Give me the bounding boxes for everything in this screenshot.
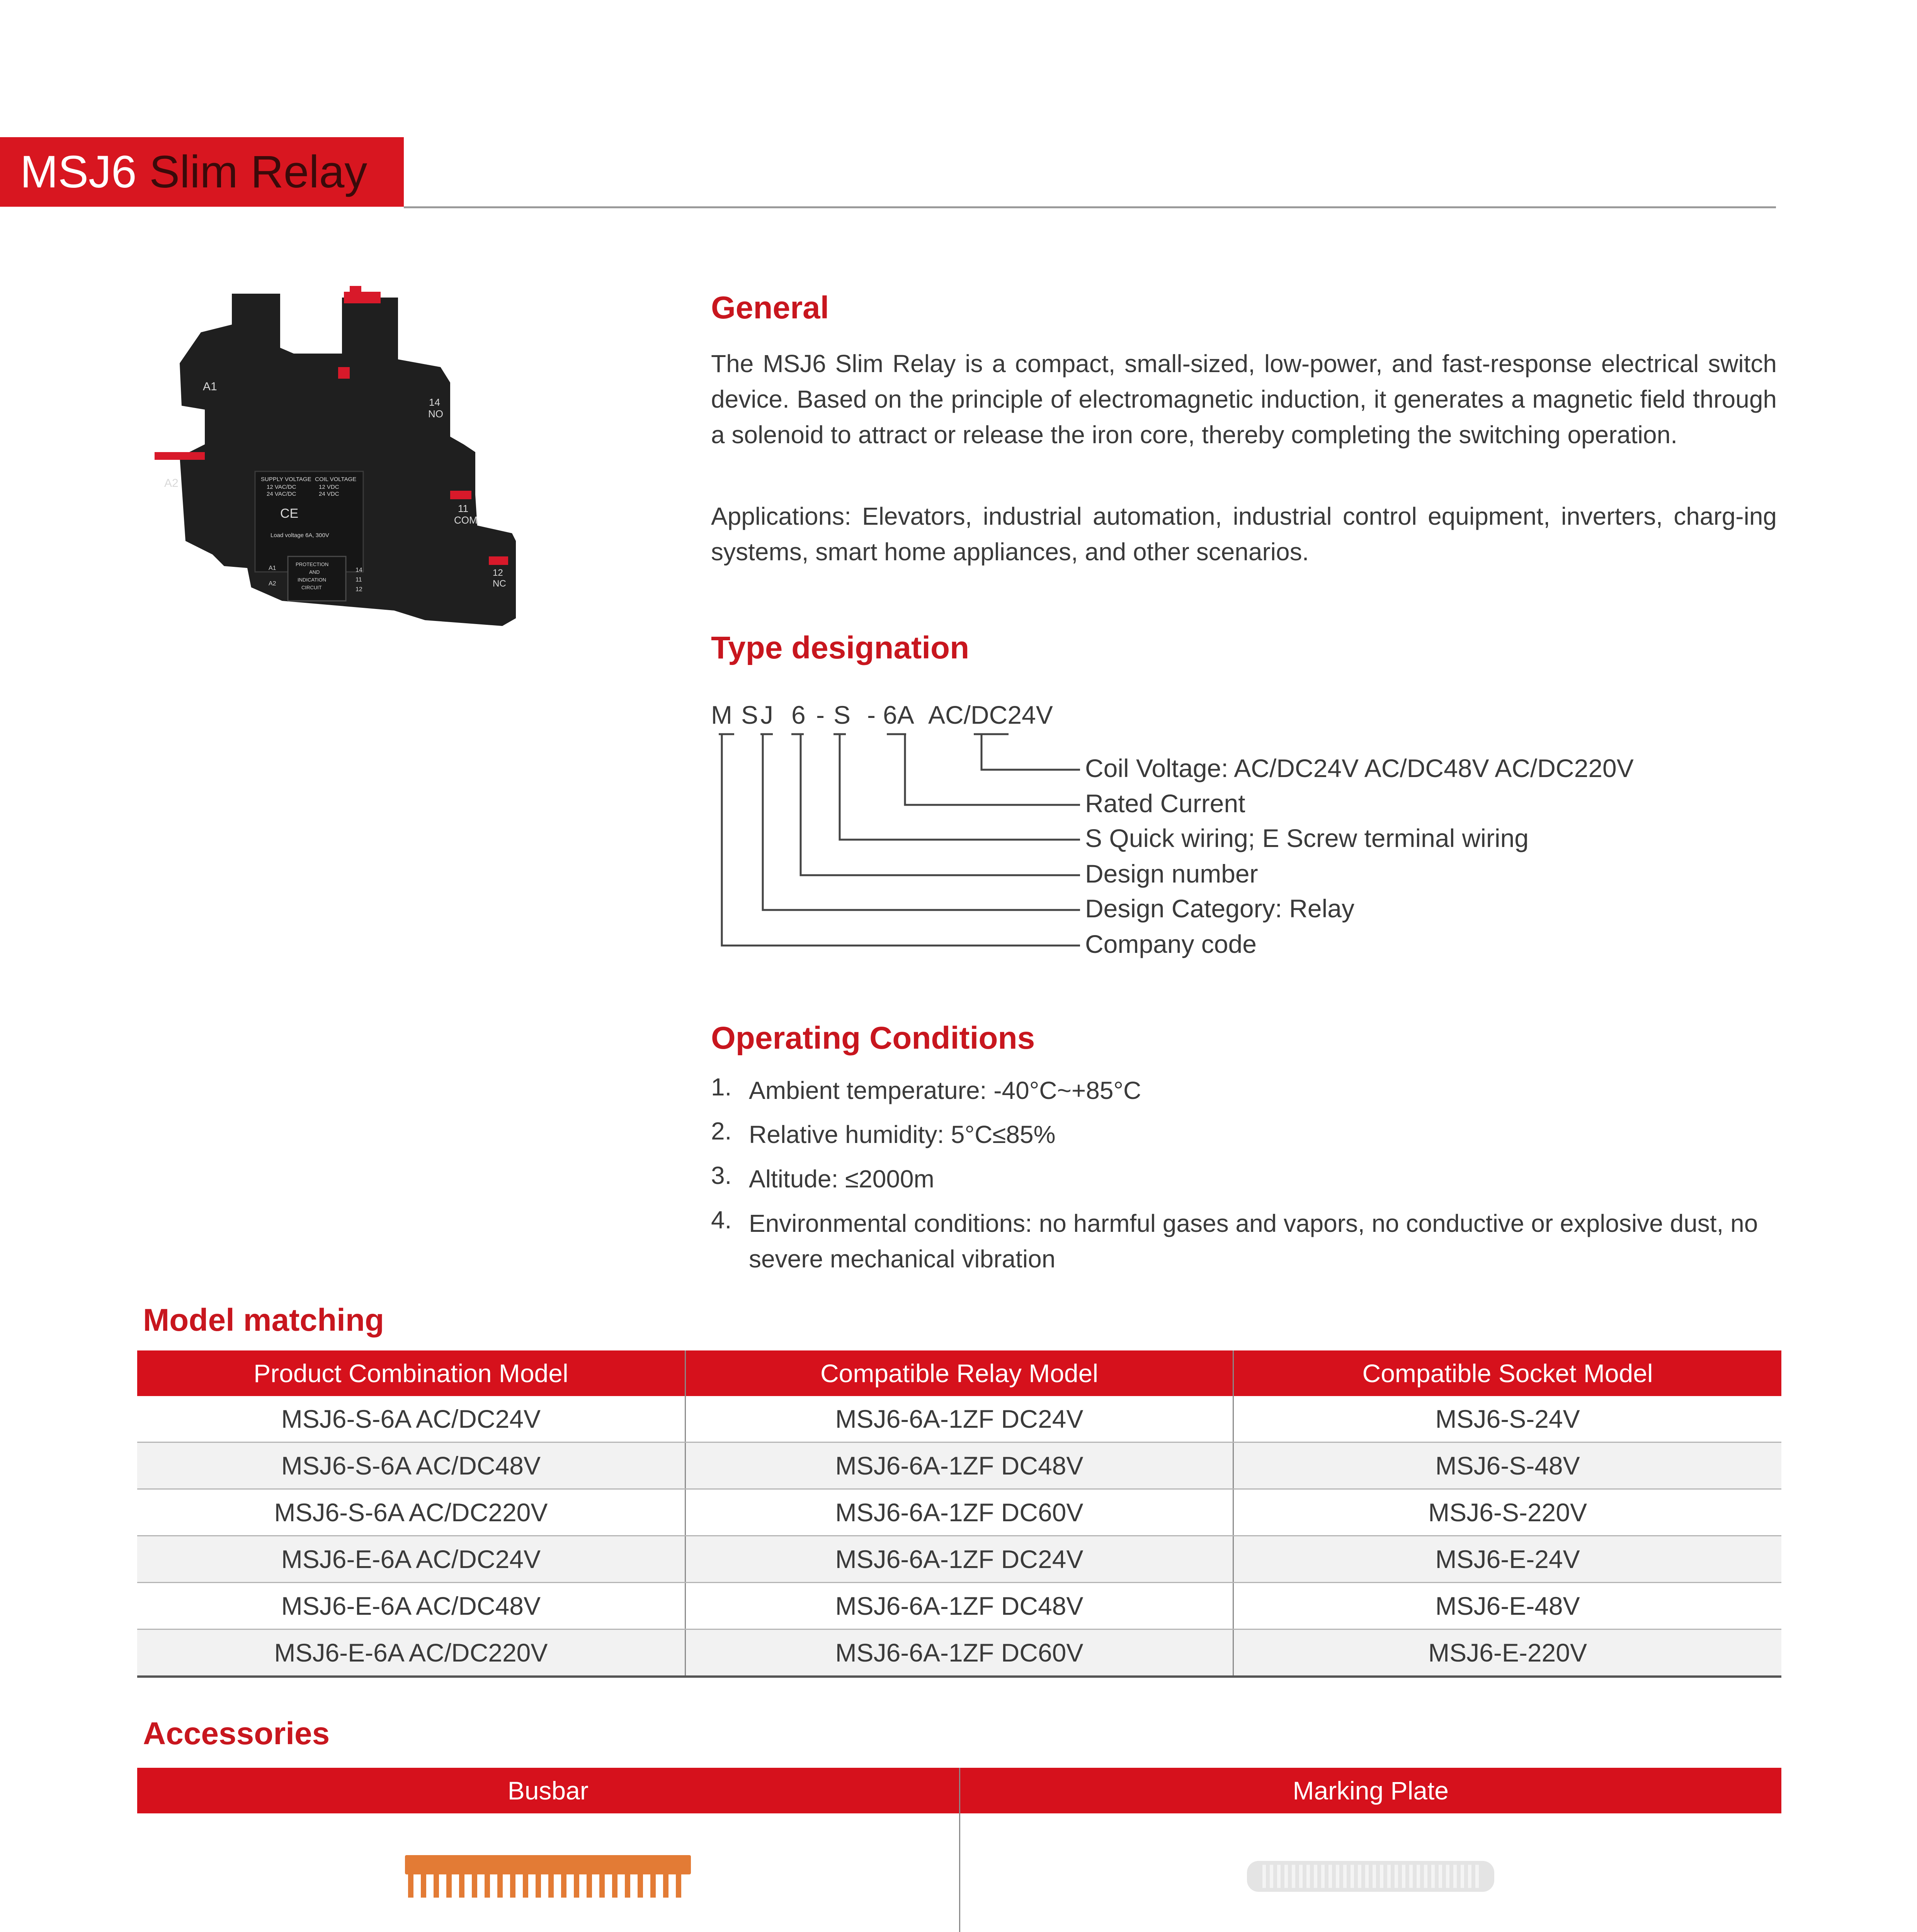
designation-label-company: Company code bbox=[1085, 930, 1257, 958]
general-paragraph-2: Applications: Elevators, industrial automation, industrial control equipment, inverters, charg-ing systems, smart home appliances, and other scenarios. bbox=[711, 502, 1777, 566]
table-cell: MSJ6-E-24V bbox=[1233, 1536, 1781, 1583]
table-cell: MSJ6-6A-1ZF DC48V bbox=[685, 1442, 1233, 1489]
page-title bbox=[20, 137, 367, 207]
label-ce: CE bbox=[280, 506, 299, 521]
code-char-m: M bbox=[711, 701, 732, 729]
label-supply-v1: 12 VAC/DC bbox=[267, 484, 296, 490]
condition-number: 4. bbox=[711, 1206, 732, 1234]
designation-label-coil: Coil Voltage: AC/DC24V AC/DC48V AC/DC220V bbox=[1085, 754, 1634, 782]
column-header: Compatible Socket Model bbox=[1233, 1350, 1781, 1396]
condition-item: Relative humidity: 5°C≤85% bbox=[749, 1121, 1056, 1148]
label-load: Load voltage 6A, 300V bbox=[270, 532, 329, 539]
condition-item: Environmental conditions: no harmful gases and vapors, no conductive or explosive dust, no severe mechanical vibration bbox=[749, 1209, 1758, 1273]
table-cell: MSJ6-E-6A AC/DC48V bbox=[137, 1583, 685, 1629]
table-row bbox=[137, 1583, 1781, 1629]
condition-item: Altitude: ≤2000m bbox=[749, 1165, 934, 1193]
product-image bbox=[128, 270, 556, 634]
label-prot1: PROTECTION bbox=[296, 561, 329, 567]
table-row bbox=[137, 1629, 1781, 1677]
table-cell: MSJ6-E-6A AC/DC220V bbox=[137, 1629, 685, 1677]
label-prot4: CIRCUIT bbox=[301, 585, 322, 590]
label-coil: COIL VOLTAGE bbox=[315, 476, 357, 483]
operating-conditions-title: Operating Conditions bbox=[711, 1020, 1035, 1056]
designation-connector-lines bbox=[711, 726, 1082, 951]
table-row bbox=[137, 1396, 1781, 1442]
model-matching-title: Model matching bbox=[143, 1303, 384, 1338]
label-pin-12: 12 bbox=[356, 586, 362, 593]
title-prefix: MSJ6 bbox=[20, 146, 137, 197]
accessories-table bbox=[137, 1768, 1781, 1932]
code-dash-1: - bbox=[816, 701, 825, 729]
code-char-voltage: AC/DC24V bbox=[928, 701, 1053, 729]
label-pin-a1: A1 bbox=[269, 565, 276, 571]
column-header: Marking Plate bbox=[959, 1768, 1781, 1813]
code-char-6a: 6A bbox=[883, 701, 914, 729]
condition-number: 1. bbox=[711, 1073, 732, 1101]
table-cell: MSJ6-6A-1ZF DC60V bbox=[685, 1489, 1233, 1536]
label-pin-a2: A2 bbox=[269, 580, 276, 587]
code-char-j: J bbox=[760, 701, 773, 729]
condition-item: Ambient temperature: -40°C~+85°C bbox=[749, 1077, 1141, 1104]
header-divider bbox=[404, 206, 1776, 208]
label-prot3: INDICATION bbox=[298, 577, 327, 583]
busbar-cell bbox=[137, 1813, 959, 1932]
table-cell: MSJ6-S-6A AC/DC48V bbox=[137, 1442, 685, 1489]
table-row bbox=[137, 1489, 1781, 1536]
code-dash-2: - bbox=[867, 701, 876, 729]
condition-number: 2. bbox=[711, 1117, 732, 1145]
table-row bbox=[137, 1536, 1781, 1583]
label-t11: 11 bbox=[458, 503, 468, 514]
table-cell: MSJ6-S-220V bbox=[1233, 1489, 1781, 1536]
label-coil-v1: 12 VDC bbox=[319, 484, 339, 490]
designation-label-design-number: Design number bbox=[1085, 859, 1258, 888]
label-no: NO bbox=[428, 408, 443, 420]
label-a1: A1 bbox=[203, 380, 217, 393]
label-nc: NC bbox=[493, 578, 506, 589]
label-prot2: AND bbox=[309, 569, 320, 575]
table-row bbox=[137, 1813, 1781, 1932]
label-pin-14: 14 bbox=[356, 567, 362, 573]
code-char-s: S bbox=[741, 701, 759, 729]
code-char-s2: S bbox=[833, 701, 851, 729]
label-supply-v2: 24 VAC/DC bbox=[267, 491, 296, 497]
table-cell: MSJ6-E-220V bbox=[1233, 1629, 1781, 1677]
general-paragraph-1: The MSJ6 Slim Relay is a compact, small-sized, low-power, and fast-response electrical switch device. Based on the principle of electromagnetic induction, it generates a magnetic field through a solenoid to attract or release the iron core, thereby completing the switching operation. bbox=[711, 350, 1777, 449]
table-cell: MSJ6-S-48V bbox=[1233, 1442, 1781, 1489]
label-coil-v2: 24 VDC bbox=[319, 491, 339, 497]
column-header: Compatible Relay Model bbox=[685, 1350, 1233, 1396]
accessories-title: Accessories bbox=[143, 1716, 330, 1751]
label-t12: 12 bbox=[493, 568, 503, 578]
table-cell: MSJ6-6A-1ZF DC24V bbox=[685, 1536, 1233, 1583]
condition-number: 3. bbox=[711, 1162, 732, 1189]
table-cell: MSJ6-E-48V bbox=[1233, 1583, 1781, 1629]
marking-plate-cell bbox=[959, 1813, 1781, 1932]
column-header: Product Combination Model bbox=[137, 1350, 685, 1396]
column-header: Busbar bbox=[137, 1768, 959, 1813]
designation-label-category: Design Category: Relay bbox=[1085, 894, 1354, 923]
label-supply: SUPPLY VOLTAGE bbox=[261, 476, 311, 483]
label-a2: A2 bbox=[164, 477, 179, 490]
designation-label-current: Rated Current bbox=[1085, 789, 1245, 818]
table-cell: MSJ6-S-6A AC/DC24V bbox=[137, 1396, 685, 1442]
relay-body bbox=[155, 286, 516, 626]
table-cell: MSJ6-6A-1ZF DC60V bbox=[685, 1629, 1233, 1677]
code-char-6: 6 bbox=[791, 701, 806, 729]
title-suffix: Slim Relay bbox=[136, 146, 367, 197]
marking-plate-image bbox=[1239, 1845, 1502, 1907]
label-pin-11: 11 bbox=[356, 577, 362, 583]
table-cell: MSJ6-S-24V bbox=[1233, 1396, 1781, 1442]
busbar-image bbox=[401, 1851, 695, 1901]
table-cell: MSJ6-E-6A AC/DC24V bbox=[137, 1536, 685, 1583]
table-cell: MSJ6-S-6A AC/DC220V bbox=[137, 1489, 685, 1536]
table-cell: MSJ6-6A-1ZF DC24V bbox=[685, 1396, 1233, 1442]
general-title: General bbox=[711, 290, 829, 325]
table-row bbox=[137, 1442, 1781, 1489]
label-com: COM bbox=[454, 514, 478, 526]
model-matching-table bbox=[137, 1350, 1781, 1678]
label-t14: 14 bbox=[429, 396, 440, 408]
designation-label-wiring: S Quick wiring; E Screw terminal wiring bbox=[1085, 824, 1529, 852]
table-cell: MSJ6-6A-1ZF DC48V bbox=[685, 1583, 1233, 1629]
type-designation-title: Type designation bbox=[711, 630, 970, 665]
